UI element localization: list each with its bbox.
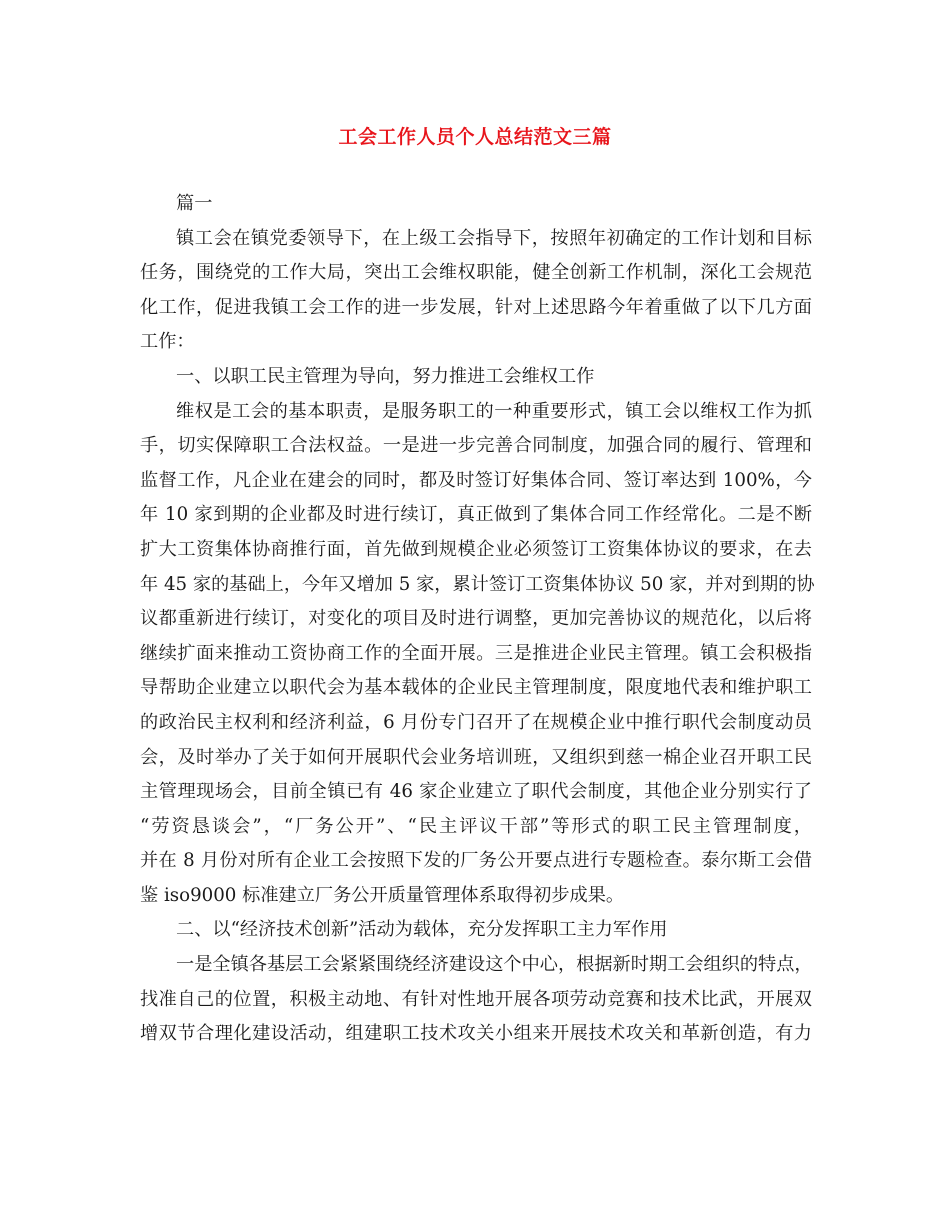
text-line: 找准自己的位置，积极主动地、有针对性地开展各项劳动竞赛和技术比武，开展双	[140, 988, 812, 1010]
text-line: 年 45 家的基础上，今年又增加 5 家，累计签订工资集体协议 50 家，并对到期的协	[140, 573, 815, 595]
text-line: 任务，围绕党的工作大局，突出工会维权职能，健全创新工作机制，深化工会规范	[140, 262, 812, 284]
text-line: 议都重新进行续订，对变化的项目及时进行调整，更加完善协议的规范化，以后将	[140, 608, 812, 630]
text-line: 监督工作，凡企业在建会的同时，都及时签订好集体合同、签订率达到 100%，今	[140, 469, 812, 491]
text-line: 增双节合理化建设活动，组建职工技术攻关小组来开展技术攻关和革新创造，有力	[140, 1023, 812, 1045]
text-line: 镇工会在镇党委领导下，在上级工会指导下，按照年初确定的工作计划和目标	[176, 227, 812, 249]
text-line: 一是全镇各基层工会紧紧围绕经济建设这个中心，根据新时期工会组织的特点，	[176, 954, 813, 976]
text-line: 篇一	[176, 193, 213, 214]
text-line: 年 10 家到期的企业都及时进行续订，真正做到了集体合同工作经常化。二是不断	[140, 504, 812, 526]
text-line: 手，切实保障职工合法权益。一是进一步完善合同制度，加强合同的履行、管理和	[140, 435, 812, 457]
text-line: 二、以“经济技术创新”活动为载体，充分发挥职工主力军作用	[176, 919, 668, 941]
text-line: 工作：	[140, 331, 195, 353]
text-line: 主管理现场会，目前全镇已有 46 家企业建立了职代会制度，其他企业分别实行了	[140, 781, 812, 803]
text-line: 的政治民主权利和经济利益，6 月份专门召开了在规模企业中推行职代会制度动员	[140, 711, 812, 733]
text-line: 一、以职工民主管理为导向，努力推进工会维权工作	[176, 365, 595, 387]
text-line: “劳资恳谈会”，“厂务公开”、“民主评议干部”等形式的职工民主管理制度，	[140, 815, 812, 837]
text-line: 化工作，促进我镇工会工作的进一步发展，针对上述思路今年着重做了以下几方面	[140, 296, 812, 318]
document-body	[140, 187, 815, 1052]
text-line: 继续扩面来推动工资协商工作的全面开展。三是推进企业民主管理。镇工会积极指	[140, 642, 812, 664]
text-line: 维权是工会的基本职责，是服务职工的一种重要形式，镇工会以维权工作为抓	[176, 400, 812, 422]
text-line: 扩大工资集体协商推行面，首先做到规模企业必须签订工资集体协议的要求，在去	[140, 538, 812, 560]
text-line: 并在 8 月份对所有企业工会按照下发的厂务公开要点进行专题检查。泰尔斯工会借	[140, 850, 812, 872]
text-line: 导帮助企业建立以职代会为基本载体的企业民主管理制度，限度地代表和维护职工	[140, 677, 812, 699]
text-line: 鉴 iso9000 标准建立厂务公开质量管理体系取得初步成果。	[140, 884, 625, 906]
text-line: 会，及时举办了关于如何开展职代会业务培训班，又组织到慈一棉企业召开职工民	[140, 746, 812, 768]
document-title: 工会工作人员个人总结范文三篇	[338, 126, 612, 148]
